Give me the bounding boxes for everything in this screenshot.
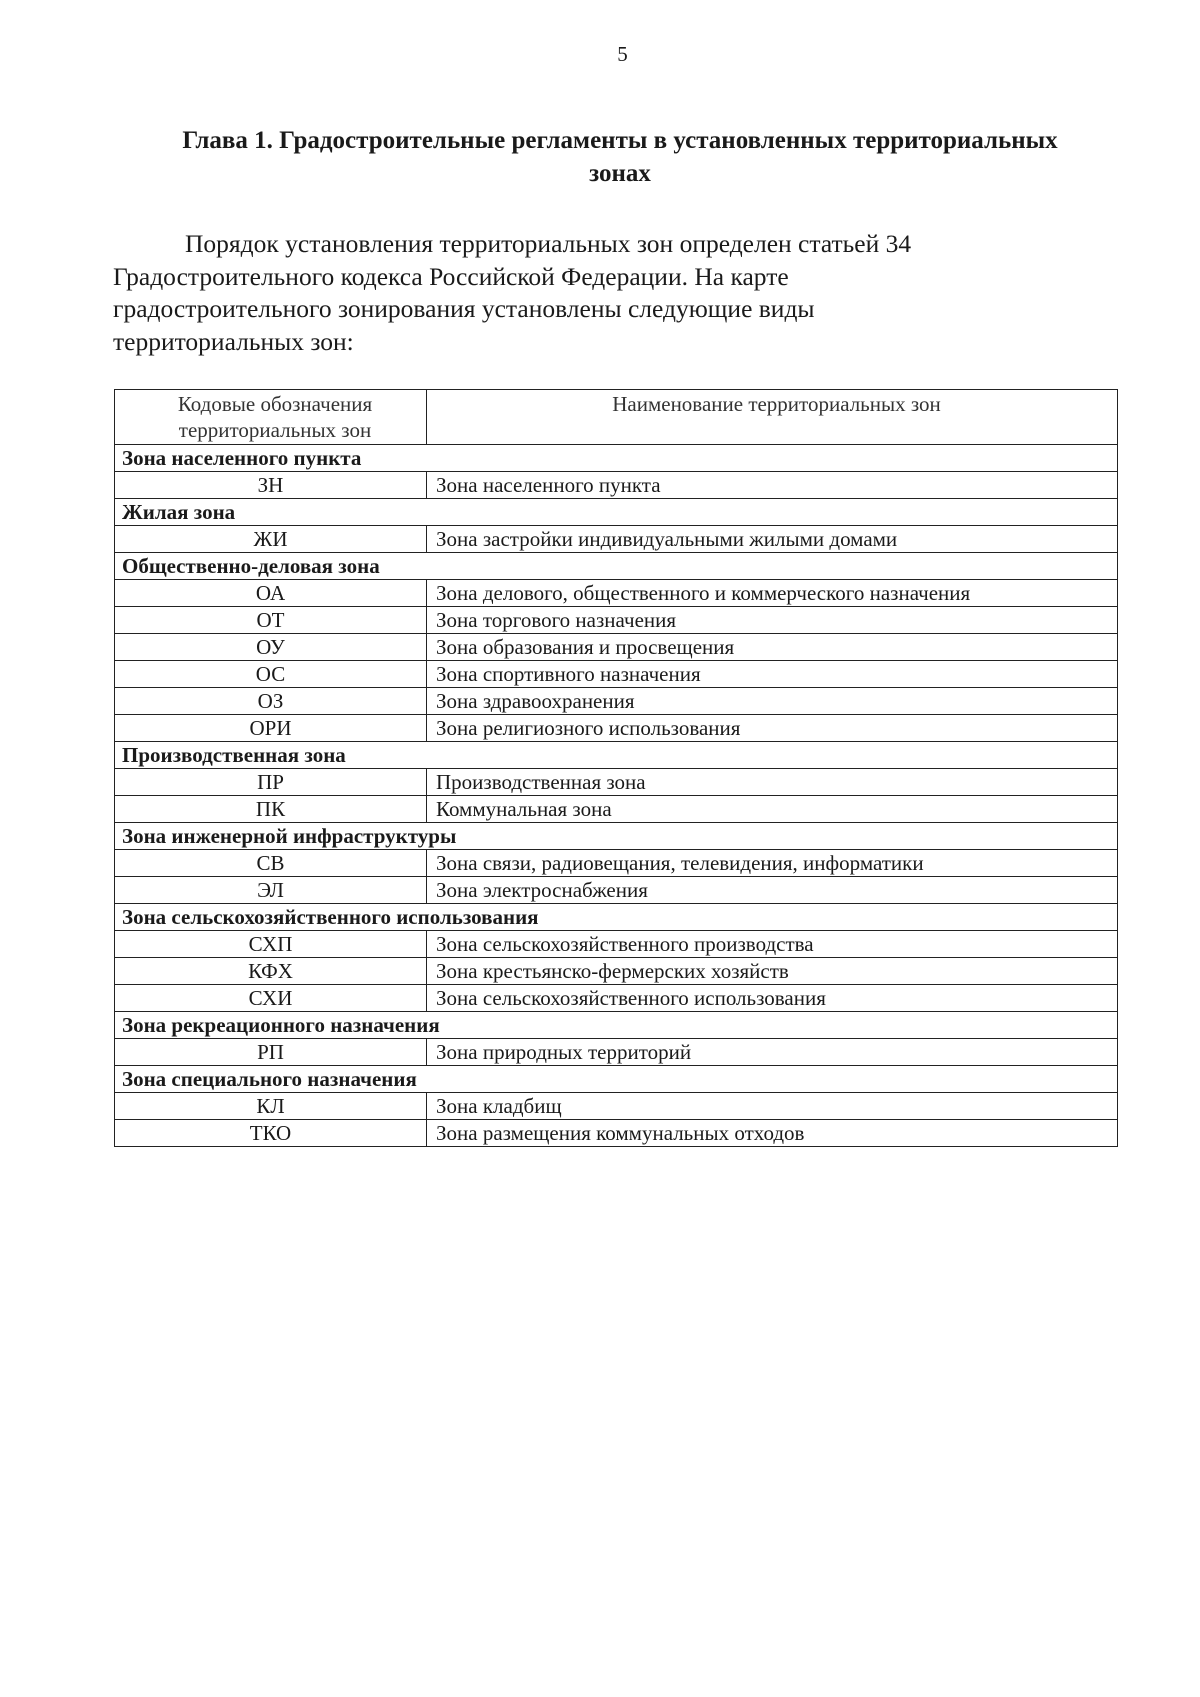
zone-group-title: Зона сельскохозяйственного использования — [115, 904, 1118, 931]
zone-code: ОЗ — [115, 688, 427, 715]
column-header-code: Кодовые обозначения территориальных зон — [115, 390, 427, 445]
intro-line: Порядок установления территориальных зон определен статьей 34 — [185, 229, 912, 258]
zone-name: Зона сельскохозяйственного использования — [427, 985, 1118, 1012]
zone-code: РП — [115, 1039, 427, 1066]
zone-name: Зона религиозного использования — [427, 715, 1118, 742]
zone-group-title: Зона населенного пункта — [115, 445, 1118, 472]
table-row — [115, 715, 1118, 742]
zone-code: ЖИ — [115, 526, 427, 553]
zone-code: ОА — [115, 580, 427, 607]
zone-group-row — [115, 553, 1118, 580]
zone-name: Зона делового, общественного и коммерческого назначения — [427, 580, 1118, 607]
intro-paragraph — [113, 228, 1129, 358]
zone-name: Зона спортивного назначения — [427, 661, 1118, 688]
zone-code: ОС — [115, 661, 427, 688]
zone-code: ТКО — [115, 1120, 427, 1147]
zone-name: Производственная зона — [427, 769, 1118, 796]
page-title — [110, 124, 1130, 190]
table-row — [115, 1120, 1118, 1147]
zone-name: Зона связи, радиовещания, телевидения, информатики — [427, 850, 1118, 877]
table-row — [115, 958, 1118, 985]
zone-group-row — [115, 499, 1118, 526]
zone-group-row — [115, 823, 1118, 850]
zone-name: Зона здравоохранения — [427, 688, 1118, 715]
zone-code: ПК — [115, 796, 427, 823]
intro-line: Градостроительного кодекса Российской Федерации. На карте — [113, 261, 789, 291]
zone-group-row — [115, 742, 1118, 769]
page-title-line-1: Глава 1. Градостроительные регламенты в установленных территориальных — [182, 127, 1058, 154]
zone-group-row — [115, 445, 1118, 472]
zone-name: Зона природных территорий — [427, 1039, 1118, 1066]
zone-name: Зона сельскохозяйственного производства — [427, 931, 1118, 958]
zone-group-title: Зона инженерной инфраструктуры — [115, 823, 1118, 850]
table-row — [115, 931, 1118, 958]
zone-name: Зона крестьянско-фермерских хозяйств — [427, 958, 1118, 985]
zone-group-title: Жилая зона — [115, 499, 1118, 526]
table-row — [115, 634, 1118, 661]
table-row — [115, 472, 1118, 499]
column-header-name: Наименование территориальных зон — [427, 390, 1118, 445]
zone-code: СХП — [115, 931, 427, 958]
zone-name: Зона размещения коммунальных отходов — [427, 1120, 1118, 1147]
table-row — [115, 1039, 1118, 1066]
zones-table-body — [115, 445, 1118, 1147]
zone-code: ЗН — [115, 472, 427, 499]
zone-code: ПР — [115, 769, 427, 796]
zone-group-row — [115, 904, 1118, 931]
zone-group-row — [115, 1066, 1118, 1093]
table-header-row — [115, 390, 1118, 445]
table-row — [115, 688, 1118, 715]
zone-name: Зона кладбищ — [427, 1093, 1118, 1120]
table-row — [115, 661, 1118, 688]
zone-code: КЛ — [115, 1093, 427, 1120]
zone-name: Зона торгового назначения — [427, 607, 1118, 634]
table-row — [115, 580, 1118, 607]
page-number: 5 — [617, 42, 628, 66]
zone-group-title: Общественно-деловая зона — [115, 553, 1118, 580]
zone-group-row — [115, 1012, 1118, 1039]
zone-name: Зона образования и просвещения — [427, 634, 1118, 661]
zone-name: Коммунальная зона — [427, 796, 1118, 823]
table-row — [115, 526, 1118, 553]
page-title-line-2: зонах — [589, 160, 651, 187]
table-row — [115, 985, 1118, 1012]
intro-line: градостроительного зонирования установлены следующие виды — [113, 294, 815, 323]
zone-group-title: Производственная зона — [115, 742, 1118, 769]
zone-code: ЭЛ — [115, 877, 427, 904]
zone-group-title: Зона специального назначения — [115, 1066, 1118, 1093]
table-row — [115, 607, 1118, 634]
intro-line: территориальных зон: — [113, 326, 354, 356]
table-row — [115, 796, 1118, 823]
zone-code: СВ — [115, 850, 427, 877]
table-row — [115, 877, 1118, 904]
zone-code: ОРИ — [115, 715, 427, 742]
zone-name: Зона застройки индивидуальными жилыми домами — [427, 526, 1118, 553]
table-row — [115, 769, 1118, 796]
zone-code: ОУ — [115, 634, 427, 661]
table-row — [115, 1093, 1118, 1120]
zone-group-title: Зона рекреационного назначения — [115, 1012, 1118, 1039]
zone-name: Зона населенного пункта — [427, 472, 1118, 499]
zone-code: ОТ — [115, 607, 427, 634]
table-row — [115, 850, 1118, 877]
zone-code: СХИ — [115, 985, 427, 1012]
zone-code: КФХ — [115, 958, 427, 985]
zones-table — [114, 389, 1118, 1147]
zone-name: Зона электроснабжения — [427, 877, 1118, 904]
